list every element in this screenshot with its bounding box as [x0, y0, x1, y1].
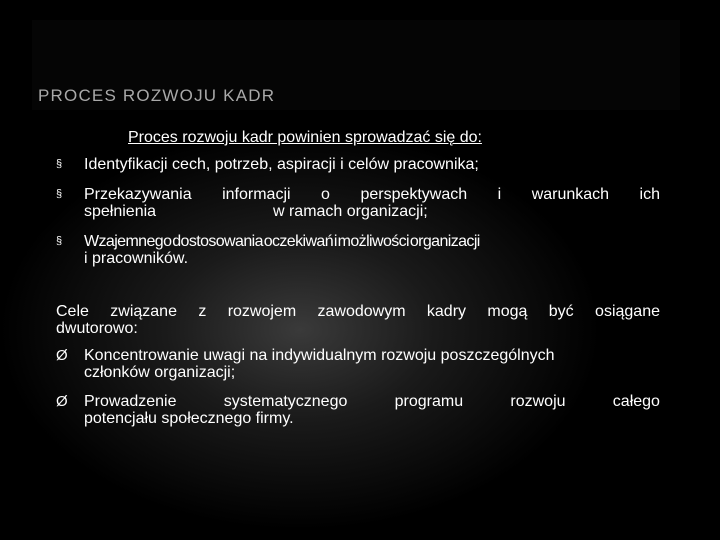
title-bar — [32, 20, 680, 110]
bullet-text: Koncentrowanie uwagi na indywidualnym rozwoju poszczególnych — [84, 347, 555, 364]
bullet-text-line2 — [84, 203, 660, 220]
slide-content — [56, 128, 660, 427]
word: rozwoju — [510, 393, 566, 410]
word: mogą — [487, 303, 528, 320]
word: rozwojem — [227, 303, 297, 320]
word: Przekazywania — [84, 186, 192, 203]
bullet-text-justified — [84, 393, 660, 410]
word: programu — [394, 393, 464, 410]
bullet-square-icon: § — [56, 235, 63, 247]
word: informacji — [222, 186, 291, 203]
word: kadry — [426, 303, 467, 320]
arrow-bullet-item — [56, 347, 660, 381]
word: warunkach — [531, 186, 610, 203]
arrow-bullet-item — [56, 393, 660, 427]
bullet-square-icon: § — [56, 158, 63, 170]
word: Cele — [56, 303, 89, 320]
bullet-text: Identyfikacji cech, potrzeb, aspiracji i celów pracownika; — [84, 156, 479, 173]
word: z — [198, 303, 207, 320]
bullet-text-line2: członków organizacji; — [84, 364, 236, 381]
word: osiągane — [595, 303, 660, 320]
bullet-item — [56, 156, 660, 173]
word: ich — [639, 186, 660, 203]
word: związane — [110, 303, 177, 320]
word: o — [321, 186, 330, 203]
word: całego — [612, 393, 660, 410]
slide-title: PROCES ROZWOJU KADR — [38, 86, 276, 105]
word: perspektywach — [360, 186, 468, 203]
bullet-text-line2: potencjału społecznego firmy. — [84, 410, 294, 427]
word: być — [548, 303, 574, 320]
bullet-text: Wzajemnego dostosowania oczekiwań i możliwości organizacji — [84, 233, 480, 250]
bullet-item — [56, 233, 660, 267]
cele-line1 — [56, 303, 660, 320]
bullet-square-icon: § — [56, 188, 63, 200]
word: zawodowym — [317, 303, 406, 320]
bullet-text-line2: i pracowników. — [84, 250, 189, 267]
word: w ramach organizacji; — [272, 203, 428, 220]
arrow-bullet-icon: Ø — [56, 347, 68, 364]
cele-paragraph — [56, 303, 660, 337]
word: i — [497, 186, 502, 203]
word: systematycznego — [223, 393, 348, 410]
intro-text: Proces rozwoju kadr powinien sprowadzać się do: — [128, 129, 482, 146]
arrow-bullet-icon: Ø — [56, 393, 68, 410]
cele-line2: dwutorowo: — [56, 320, 138, 337]
bullet-text-justified — [84, 186, 660, 203]
word: spełnienia — [84, 203, 157, 220]
bullet-item — [56, 186, 660, 220]
word: Prowadzenie — [84, 393, 177, 410]
